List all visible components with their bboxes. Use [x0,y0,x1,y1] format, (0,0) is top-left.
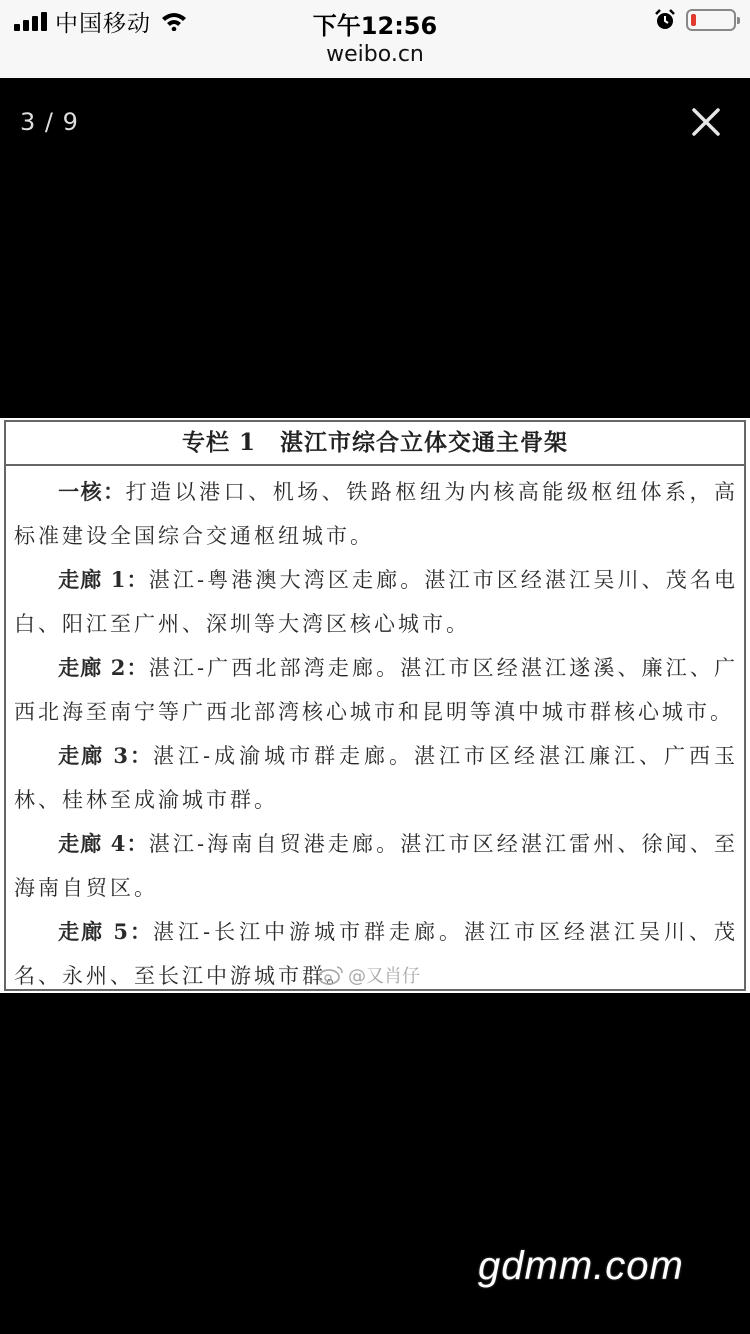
paragraph-core: 一核：打造以港口、机场、铁路枢纽为内核高能级枢纽体系，高标准建设全国综合交通枢纽城市。 [14,479,738,548]
page-url[interactable]: weibo.cn [326,42,424,67]
paragraph-corridor-3: 走廊 3：湛江-成渝城市群走廊。湛江市区经湛江廉江、广西玉林、桂林至成渝城市群。 [14,743,738,812]
document-body [6,466,744,998]
document-image[interactable] [0,418,750,993]
image-page-counter: 3 / 9 [20,108,79,136]
clock: 下午12:56 [312,12,438,40]
battery-icon [686,9,736,31]
status-bar [0,0,750,78]
document-title: 专栏 1 湛江市综合立体交通主骨架 [6,422,744,466]
paragraph-corridor-1: 走廊 1：湛江-粤港澳大湾区走廊。湛江市区经湛江吴川、茂名电白、阳江至广州、深圳等大湾区核心城市。 [14,567,738,636]
paragraph-corridor-2: 走廊 2：湛江-广西北部湾走廊。湛江市区经湛江遂溪、廉江、广西北海至南宁等广西北部湾核心城市和昆明等滇中城市群核心城市。 [14,655,738,724]
site-watermark: gdmm.com [478,1244,684,1288]
weibo-logo-icon [318,965,344,985]
close-icon[interactable] [686,102,726,142]
alarm-clock-icon [654,9,676,31]
weibo-watermark: @又肖仔 [318,962,420,988]
status-right [654,8,736,32]
document-frame [4,420,746,991]
paragraph-corridor-4: 走廊 4：湛江-海南自贸港走廊。湛江市区经湛江雷州、徐闻、至海南自贸区。 [14,831,738,900]
paragraph-corridor-5: 走廊 5：湛江-长江中游城市群走廊。湛江市区经湛江吴川、茂名、永州、至长江中游城市群。 [14,919,738,988]
carrier-name: 中国移动 [55,10,151,37]
